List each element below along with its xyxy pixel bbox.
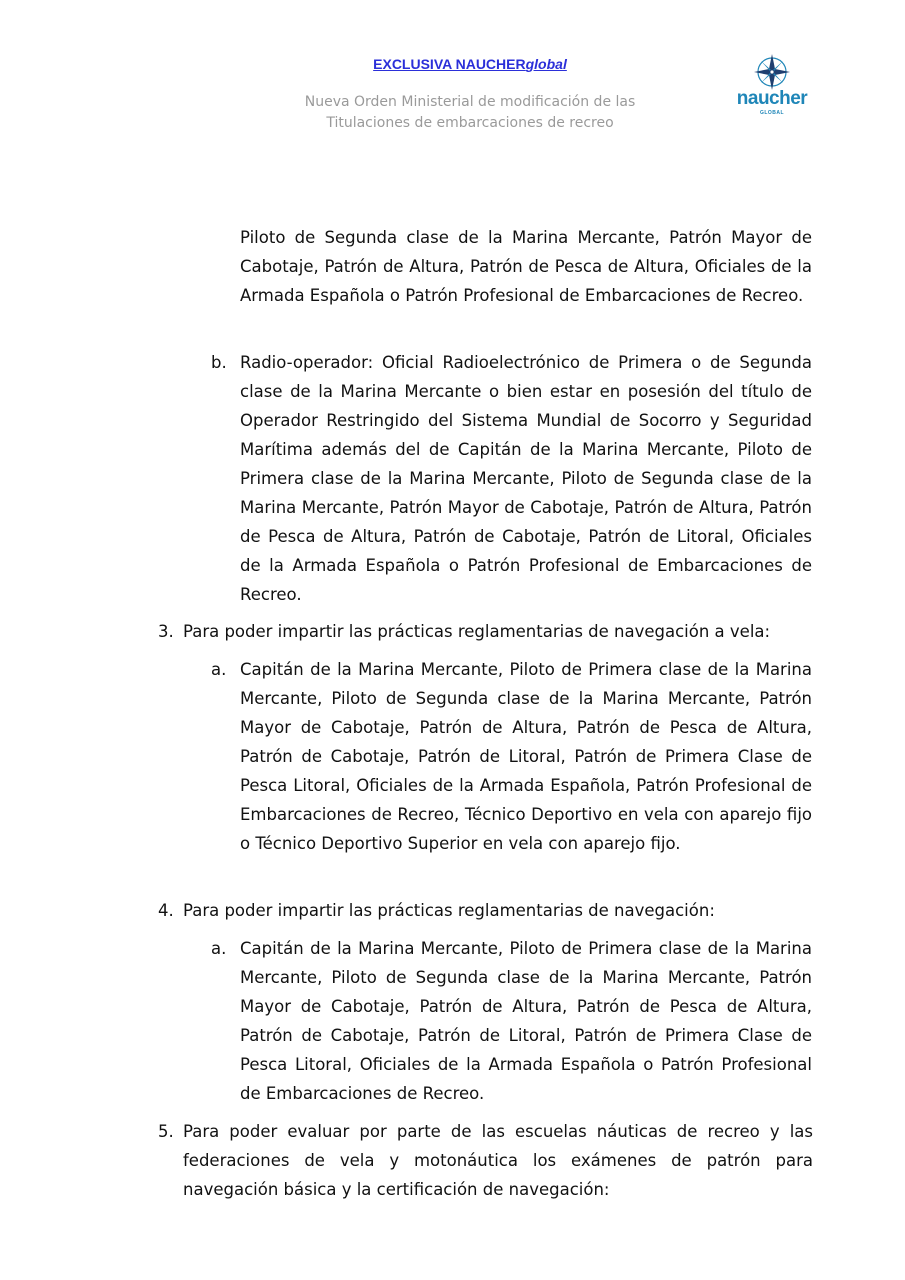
list-item-4: Para poder impartir las prácticas reglamentarias de navegación: (183, 901, 715, 920)
naucher-logo (726, 52, 818, 124)
list-item-b: Radio-operador: Oficial Radioelectrónico de Primera o de Segunda clase de la Marina Mercante o bien estar en posesión del título de Operador Restringido del Sistema Mundial de Socorro y Seguridad Marítima además del de Capitán de la Marina Mercante, Piloto de Primera clase de la Marina Mercante, Piloto de Segunda clase de la Marina Mercante, Patrón Mayor de Cabotaje, Patrón de Altura, Patrón de Pesca de Altura, Patrón de Cabotaje, Patrón de Litoral, Oficiales de la Armada Española o Patrón Profesional de Embarcaciones de Recreo. (240, 353, 812, 604)
list-marker-3: 3. (158, 622, 174, 641)
list-marker-5: 5. (158, 1122, 174, 1141)
list-marker-4: 4. (158, 901, 174, 920)
list-item-3a: Capitán de la Marina Mercante, Piloto de Primera clase de la Marina Mercante, Piloto de Segunda clase de la Marina Mercante, Patrón Mayor de Cabotaje, Patrón de Altura, Patrón de Pesca de Altura, Patrón de Cabotaje, Patrón de Litoral, Patrón de Primera Clase de Pesca Litoral, Oficiales de la Armada Española, Patrón Profesional de Embarcaciones de Recreo, Técnico Deportivo en vela con aparejo fijo o Técnico Deportivo Superior en vela con aparejo fijo. (240, 660, 812, 853)
header-link-italic[interactable]: global (525, 56, 567, 72)
logo-wordmark: naucher (736, 88, 808, 109)
list-marker-3a: a. (211, 660, 227, 679)
header-link-main[interactable]: EXCLUSIVA NAUCHER (373, 56, 526, 72)
compass-rose-icon (726, 52, 818, 92)
list-marker-b: b. (211, 353, 227, 372)
list-item-4a: Capitán de la Marina Mercante, Piloto de Primera clase de la Marina Mercante, Piloto de Segunda clase de la Marina Mercante, Patrón Mayor de Cabotaje, Patrón de Altura, Patrón de Pesca de Altura, Patrón de Cabotaje, Patrón de Litoral, Patrón de Primera Clase de Pesca Litoral, Oficiales de la Armada Española o Patrón Profesional de Embarcaciones de Recreo. (240, 939, 812, 1103)
list-item-5: Para poder evaluar por parte de las escuelas náuticas de recreo y las federaciones de vela y motonáutica los exámenes de patrón para navegación básica y la certificación de navegación: (183, 1122, 813, 1199)
list-marker-4a: a. (211, 939, 227, 958)
header-subtitle-line2: Titulaciones de embarcaciones de recreo (326, 115, 614, 131)
header-subtitle-line1: Nueva Orden Ministerial de modificación de las (304, 94, 636, 110)
list-item-3: Para poder impartir las prácticas reglamentarias de navegación a vela: (183, 622, 771, 641)
continuation-paragraph: Piloto de Segunda clase de la Marina Mercante, Patrón Mayor de Cabotaje, Patrón de Altura, Patrón de Pesca de Altura, Oficiales de la Armada Española o Patrón Profesional de Embarcaciones de Recreo. (240, 228, 812, 305)
logo-subtext: GLOBAL (759, 110, 785, 116)
